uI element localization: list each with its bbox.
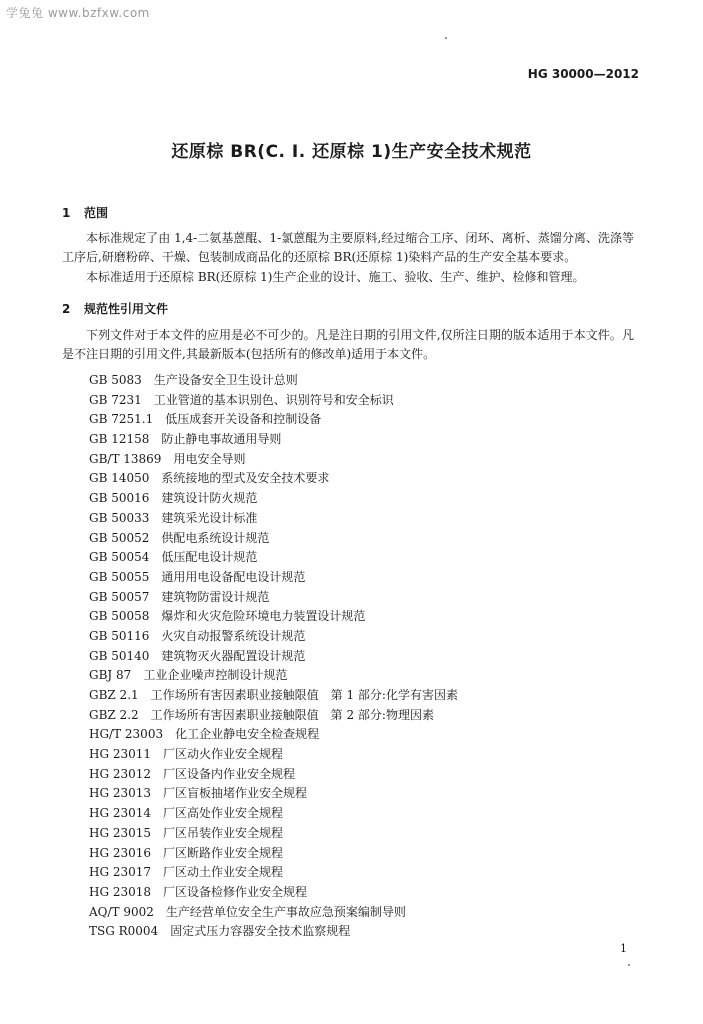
reference-title: 厂区吊装作业安全规程 (163, 825, 284, 840)
reference-title: 化工企业静电安全检查规程 (175, 727, 320, 742)
reference-list (89, 371, 458, 942)
reference-title: 爆炸和火灾危险环境电力装置设计规范 (161, 609, 366, 624)
reference-item (89, 804, 458, 824)
reference-title: 固定式压力容器安全技术监察规程 (170, 924, 351, 939)
reference-code: AQ/T 9002 (89, 904, 154, 919)
reference-code: GB 7231 (89, 392, 142, 407)
reference-title: 供配电系统设计规范 (161, 530, 270, 545)
reference-code: GB 50055 (89, 569, 150, 584)
section-2-heading (62, 300, 168, 317)
reference-title: 厂区设备内作业安全规程 (163, 766, 296, 781)
reference-item (89, 765, 458, 785)
reference-code: HG 23012 (89, 766, 152, 781)
reference-title: 工业管道的基本识别色、识别符号和安全标识 (153, 392, 394, 407)
reference-title: 用电安全导则 (173, 451, 246, 466)
reference-code: HG 23017 (89, 865, 152, 880)
reference-code: HG 23018 (89, 884, 152, 899)
reference-item (89, 922, 458, 942)
reference-item (89, 903, 458, 923)
reference-title: 生产经营单位安全生产事故应急预案编制导则 (165, 904, 406, 919)
reference-title: 生产设备安全卫生设计总则 (153, 373, 298, 387)
reference-code: GB 50058 (89, 609, 150, 624)
reference-title: 建筑采光设计标准 (161, 510, 258, 525)
reference-title: 工作场所有害因素职业接触限值 第 2 部分:物理因素 (150, 707, 434, 722)
reference-code: GB 50054 (89, 550, 150, 565)
reference-code: GB 14050 (89, 471, 150, 486)
reference-title: 工业企业噪声控制设计规范 (143, 668, 288, 683)
reference-title: 厂区高处作业安全规程 (163, 806, 284, 821)
reference-code: GB 50140 (89, 648, 150, 663)
reference-title: 工作场所有害因素职业接触限值 第 1 部分:化学有害因素 (150, 688, 458, 702)
reference-title: 建筑物灭火器配置设计规范 (161, 648, 306, 663)
reference-title: 系统接地的型式及安全技术要求 (161, 471, 330, 486)
reference-title: 厂区断路作业安全规程 (163, 845, 284, 860)
reference-item (89, 706, 458, 726)
reference-code: GB 50033 (89, 510, 150, 525)
reference-code: HG 23015 (89, 825, 152, 840)
section-1-paragraph-1: 本标准规定了由 1,4-二氨基蒽醌、1-氯蒽醌为主要原料,经过缩合工序、闭环、离析、蒸馏分离、洗涤等工序后,研磨粉碎、干燥、包装制成商品化的还原棕 BR(还原棕 1)染料产品的生产安全基本要求。 (62, 231, 634, 264)
reference-code: GB 12158 (89, 432, 150, 447)
reference-item (89, 745, 458, 765)
reference-item (89, 883, 458, 903)
reference-code: GBZ 2.1 (89, 688, 139, 702)
reference-item (89, 863, 458, 883)
reference-item (89, 824, 458, 844)
reference-title: 厂区设备检修作业安全规程 (163, 884, 308, 899)
reference-item (89, 568, 458, 588)
scan-speck (445, 37, 447, 39)
scan-speck (628, 964, 630, 966)
reference-code: GB 7251.1 (89, 412, 154, 427)
reference-item (89, 489, 458, 509)
section-1-paragraph-2: 本标准适用于还原棕 BR(还原棕 1)生产企业的设计、施工、验收、生产、维护、检修和管理。 (86, 270, 585, 284)
reference-title: 厂区盲板抽堵作业安全规程 (163, 786, 308, 801)
reference-item (89, 371, 458, 391)
standard-number: HG 30000—2012 (527, 67, 639, 81)
reference-code: HG 23011 (89, 747, 152, 762)
reference-code: GBJ 87 (89, 668, 132, 683)
reference-item (89, 725, 458, 745)
reference-code: GB 5083 (89, 373, 142, 387)
reference-title: 防止静电事故通用导则 (161, 432, 282, 447)
reference-item (89, 647, 458, 667)
reference-item (89, 509, 458, 529)
reference-code: HG 23016 (89, 845, 152, 860)
document-title: 还原棕 BR(C. I. 还原棕 1)生产安全技术规范 (171, 142, 532, 162)
reference-title: 厂区动土作业安全规程 (163, 865, 284, 880)
reference-item (89, 784, 458, 804)
reference-code: GB 50052 (89, 530, 150, 545)
reference-title: 低压成套开关设备和控制设备 (165, 412, 322, 427)
reference-code: HG 23014 (89, 806, 152, 821)
section-2-paragraph-1: 下列文件对于本文件的应用是必不可少的。凡是注日期的引用文件,仅所注日期的版本适用于本文件。凡是不注日期的引用文件,其最新版本(包括所有的修改单)适用于本文件。 (62, 328, 634, 361)
reference-code: GB/T 13869 (89, 451, 162, 466)
section-number: 1 (62, 206, 71, 220)
watermark: 学兔兔 www.bzfxw.com (6, 6, 150, 20)
reference-code: GBZ 2.2 (89, 707, 139, 722)
section-title: 规范性引用文件 (84, 302, 169, 316)
reference-item (89, 548, 458, 568)
page-number: 1 (620, 942, 627, 955)
reference-code: HG/T 23003 (89, 727, 164, 742)
reference-code: HG 23013 (89, 786, 152, 801)
reference-item (89, 844, 458, 864)
reference-title: 火灾自动报警系统设计规范 (161, 628, 306, 643)
reference-item (89, 627, 458, 647)
reference-item (89, 391, 458, 411)
section-title: 范围 (84, 206, 109, 220)
reference-title: 建筑物防雷设计规范 (161, 589, 270, 604)
reference-item (89, 686, 458, 706)
reference-title: 通用用电设备配电设计规范 (161, 569, 306, 584)
reference-item (89, 450, 458, 470)
reference-item (89, 469, 458, 489)
reference-item (89, 430, 458, 450)
reference-item (89, 666, 458, 686)
section-number: 2 (62, 302, 71, 316)
reference-item (89, 588, 458, 608)
reference-item (89, 529, 458, 549)
reference-code: GB 50057 (89, 589, 150, 604)
reference-code: GB 50116 (89, 628, 150, 643)
section-1-heading (62, 204, 108, 221)
reference-title: 建筑设计防火规范 (161, 491, 258, 506)
reference-item (89, 410, 458, 430)
reference-code: GB 50016 (89, 491, 150, 506)
reference-title: 低压配电设计规范 (161, 550, 258, 565)
reference-code: TSG R0004 (89, 924, 159, 939)
reference-title: 厂区动火作业安全规程 (163, 747, 284, 762)
reference-item (89, 607, 458, 627)
